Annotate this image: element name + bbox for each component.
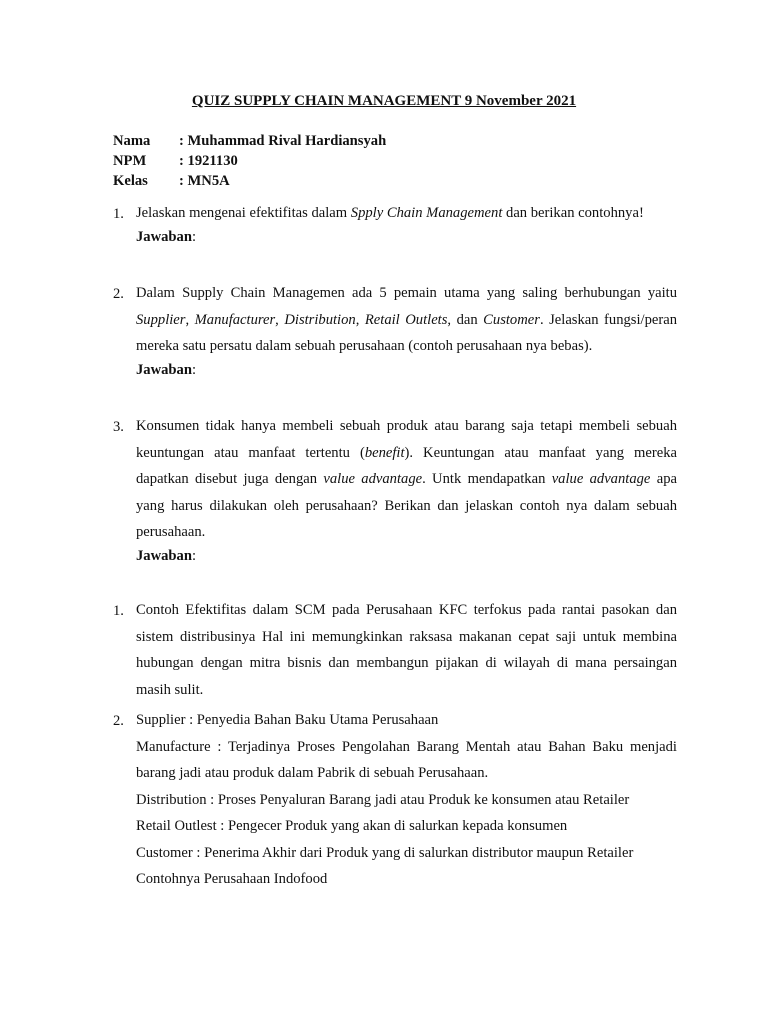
jawaban-label: Jawaban <box>136 361 192 378</box>
answer-line: Distribution : Proses Penyaluran Barang jadi atau Produk ke konsumen atau Retailer <box>136 791 630 808</box>
question-line <box>136 280 677 307</box>
question-line <box>136 307 677 334</box>
student-info <box>113 131 386 191</box>
question-number: 3. <box>113 419 124 435</box>
question-text: perusahaan. <box>136 524 206 540</box>
italic-term: benefit <box>364 444 405 461</box>
question-text: yang harus dilakukan oleh perusahaan? Berikan dan jelaskan contoh nya dalam sebuah <box>136 497 677 514</box>
question-line <box>136 466 677 493</box>
question-text: , <box>275 311 285 328</box>
npm-label: NPM <box>113 153 147 169</box>
italic-term: Supplier <box>136 311 186 328</box>
question-line <box>136 519 677 546</box>
jawaban-line: Jawaban: <box>136 361 197 378</box>
nama-value: : Muhammad Rival Hardiansyah <box>179 131 386 151</box>
jawaban-label: Jawaban <box>136 228 192 245</box>
italic-term: Manufacturer <box>194 311 276 328</box>
answer-line: sistem distribusinya Hal ini memungkinkan raksasa makanan cepat saji untuk membina <box>136 628 677 645</box>
italic-term: Customer <box>483 311 540 328</box>
question-text: Dalam Supply Chain Managemen ada 5 pemain utama yang saling berhubungan yaitu <box>136 285 677 301</box>
question-text: apa <box>650 471 677 487</box>
question-text: . Jelaskan fungsi/peran <box>539 311 678 328</box>
question-text: . Untk mendapatkan <box>422 471 552 487</box>
question-text: , dan <box>447 311 484 328</box>
jawaban-line: Jawaban: <box>136 228 197 245</box>
answer-line: Customer : Penerima Akhir dari Produk yang di salurkan distributor maupun Retailer <box>136 844 634 861</box>
italic-term: Spply Chain Management <box>350 205 503 221</box>
answer-line: hubungan dengan mitra bisnis dan membangun pijakan di wilayah di mana persaingan <box>136 655 677 671</box>
italic-term: Distribution <box>284 311 356 328</box>
question-text: mereka satu persatu dalam sebuah perusahaan (contoh perusahaan nya bebas). <box>136 338 593 354</box>
answer-line: Manufacture : Terjadinya Proses Pengolahan Barang Mentah atau Bahan Baku menjadi <box>136 738 677 755</box>
answer-number: 2. <box>113 713 124 729</box>
info-row-npm <box>113 151 386 171</box>
jawaban-line: Jawaban: <box>136 547 197 564</box>
answer-number: 1. <box>113 603 124 619</box>
answer-line: masih sulit. <box>136 681 204 698</box>
answer-line: Contoh Efektifitas dalam SCM pada Perusahaan KFC terfokus pada rantai pasokan dan <box>136 602 677 618</box>
italic-term: value advantage <box>323 471 423 487</box>
question-number: 2. <box>113 286 124 302</box>
question-line <box>136 440 677 467</box>
question-line <box>136 200 677 227</box>
nama-label: Nama <box>113 133 151 149</box>
question-text: dan berikan contohnya! <box>502 205 644 221</box>
italic-term: Retail Outlets <box>364 311 448 328</box>
question-number: 1. <box>113 206 124 222</box>
question-text: dapatkan disebut juga dengan <box>136 471 324 487</box>
question-text: , <box>185 311 195 328</box>
question-text: Jelaskan mengenai efektifitas dalam <box>136 205 351 221</box>
answer-line: Contohnya Perusahaan Indofood <box>136 871 328 887</box>
kelas-label: Kelas <box>113 173 148 189</box>
info-row-kelas <box>113 171 386 191</box>
jawaban-label: Jawaban <box>136 547 192 564</box>
answer-line: barang jadi atau produk dalam Pabrik di sebuah Perusahaan. <box>136 765 489 781</box>
question-text: ). Keuntungan atau manfaat yang mereka <box>404 444 677 461</box>
question-text: , <box>355 311 365 328</box>
npm-value: : 1921130 <box>179 151 238 171</box>
question-line <box>136 413 677 440</box>
info-row-nama <box>113 131 386 151</box>
answer-line: Retail Outlest : Pengecer Produk yang akan di salurkan kepada konsumen <box>136 818 568 834</box>
answer-line: Supplier : Penyedia Bahan Baku Utama Perusahaan <box>136 712 439 728</box>
question-line <box>136 493 677 520</box>
italic-term: value advantage <box>551 471 651 487</box>
page-title: QUIZ SUPPLY CHAIN MANAGEMENT 9 November 2021 <box>191 93 577 109</box>
kelas-value: : MN5A <box>179 171 230 191</box>
question-text: keuntungan atau manfaat tertentu ( <box>136 444 365 461</box>
question-line <box>136 333 677 360</box>
question-text: Konsumen tidak hanya membeli sebuah produk atau barang saja tetapi membeli sebuah <box>136 418 677 434</box>
